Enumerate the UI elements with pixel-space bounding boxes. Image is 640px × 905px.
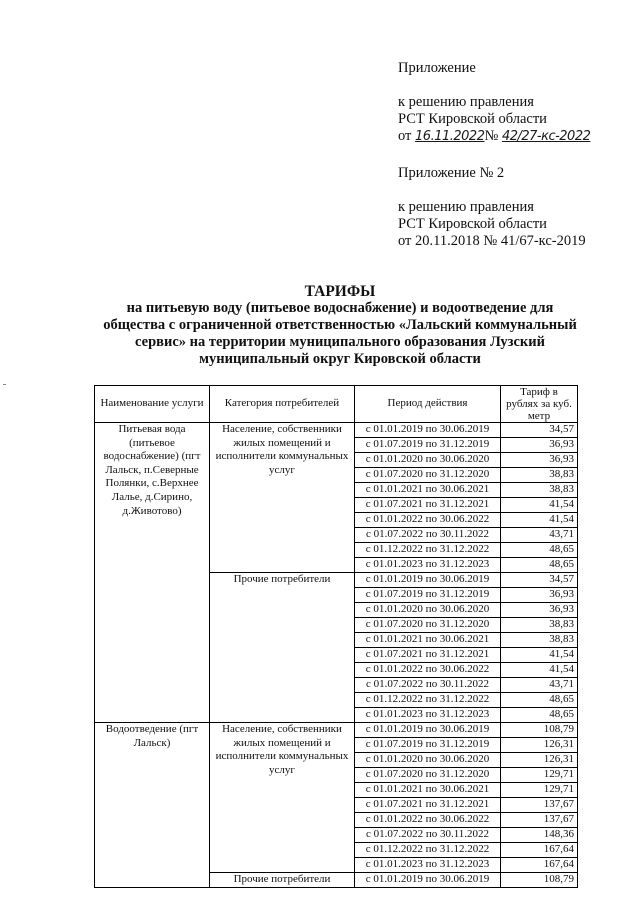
- period-cell: с 01.01.2022 по 30.06.2022: [355, 513, 501, 528]
- period-cell: с 01.01.2020 по 30.06.2020: [355, 453, 501, 468]
- tariff-value: 108,79: [501, 723, 578, 738]
- tariff-value: 36,93: [501, 603, 578, 618]
- title-line-4: муниципальный округ Кировской области: [199, 351, 481, 367]
- tariff-value: 36,93: [501, 588, 578, 603]
- from-prefix: от: [398, 128, 412, 144]
- tariff-value: 48,65: [501, 558, 578, 573]
- handwritten-number: 42/27-кс-2022: [501, 129, 591, 144]
- period-cell: с 01.07.2019 по 31.12.2019: [355, 588, 501, 603]
- tariff-value: 48,65: [501, 543, 578, 558]
- tariff-value: 43,71: [501, 528, 578, 543]
- category-population: Население, собственники жилых помещений и исполнители коммунальных услуг: [210, 723, 355, 873]
- period-cell: с 01.01.2021 по 30.06.2021: [355, 483, 501, 498]
- tariff-value: 38,83: [501, 633, 578, 648]
- tariff-value: 41,54: [501, 498, 578, 513]
- tariff-value: 126,31: [501, 738, 578, 753]
- period-cell: с 01.07.2019 по 31.12.2019: [355, 738, 501, 753]
- table-row: [95, 423, 578, 438]
- period-cell: с 01.01.2022 по 30.06.2022: [355, 813, 501, 828]
- period-cell: с 01.01.2023 по 31.12.2023: [355, 708, 501, 723]
- number-sign: №: [484, 128, 499, 144]
- tariff-value: 41,54: [501, 513, 578, 528]
- header-tariff: Тариф в рублях за куб. метр: [501, 386, 578, 423]
- tariff-value: 167,64: [501, 858, 578, 873]
- period-cell: с 01.01.2019 по 30.06.2019: [355, 423, 501, 438]
- period-cell: с 01.07.2022 по 30.11.2022: [355, 528, 501, 543]
- category-population: Население, собственники жилых помещений и исполнители коммунальных услуг: [210, 423, 355, 573]
- header-service: Наименование услуги: [95, 386, 210, 423]
- tariff-value: 36,93: [501, 438, 578, 453]
- period-cell: с 01.07.2021 по 31.12.2021: [355, 498, 501, 513]
- service-sewer: Водоотведение (пгт Лальск): [95, 723, 210, 888]
- appendix2-label: Приложение № 2: [398, 165, 505, 181]
- tariff-value: 148,36: [501, 828, 578, 843]
- period-cell: с 01.07.2022 по 30.11.2022: [355, 828, 501, 843]
- period-cell: с 01.01.2023 по 31.12.2023: [355, 558, 501, 573]
- period-cell: с 01.01.2020 по 30.06.2020: [355, 753, 501, 768]
- tariff-value: 34,57: [501, 423, 578, 438]
- category-other: Прочие потребители: [210, 873, 355, 888]
- period-cell: с 01.01.2023 по 31.12.2023: [355, 858, 501, 873]
- handwritten-date: 16.11.2022: [415, 129, 485, 144]
- tariff-value: 41,54: [501, 663, 578, 678]
- to-decision2-text: к решению правления: [398, 199, 534, 215]
- period-cell: с 01.07.2021 по 31.12.2021: [355, 648, 501, 663]
- tariff-value: 137,67: [501, 813, 578, 828]
- tariff-value: 41,54: [501, 648, 578, 663]
- header-period: Период действия: [355, 386, 501, 423]
- tariff-value: 36,93: [501, 453, 578, 468]
- table-body: [95, 423, 578, 888]
- tariff-table: [94, 385, 578, 888]
- title-line-3: сервис» на территории муниципального образования Лузский: [135, 334, 545, 350]
- header-category: Категория потребителей: [210, 386, 355, 423]
- appendix-block: [398, 60, 476, 77]
- tariff-value: 167,64: [501, 843, 578, 858]
- tariff-value: 129,71: [501, 768, 578, 783]
- title-line-1: на питьевую воду (питьевое водоснабжение) и водоотведение для: [126, 300, 554, 316]
- org-text: РСТ Кировской области: [398, 111, 547, 127]
- period-cell: с 01.01.2019 по 30.06.2019: [355, 873, 501, 888]
- tariff-value: 137,67: [501, 798, 578, 813]
- period-cell: с 01.01.2019 по 30.06.2019: [355, 573, 501, 588]
- period-cell: с 01.12.2022 по 31.12.2022: [355, 843, 501, 858]
- period-cell: с 01.01.2020 по 30.06.2020: [355, 603, 501, 618]
- document-title: [80, 283, 600, 368]
- table-row: [95, 723, 578, 738]
- from-line2-text: от 20.11.2018 № 41/67-кс-2019: [398, 233, 586, 249]
- period-cell: с 01.01.2019 по 30.06.2019: [355, 723, 501, 738]
- period-cell: с 01.01.2021 по 30.06.2021: [355, 633, 501, 648]
- period-cell: с 01.01.2021 по 30.06.2021: [355, 783, 501, 798]
- table-header-row: [95, 386, 578, 423]
- tariff-value: 129,71: [501, 783, 578, 798]
- tariff-value: 43,71: [501, 678, 578, 693]
- title-main: ТАРИФЫ: [304, 283, 376, 300]
- appendix2-block: [398, 165, 504, 182]
- period-cell: с 01.07.2019 по 31.12.2019: [355, 438, 501, 453]
- period-cell: с 01.07.2021 по 31.12.2021: [355, 798, 501, 813]
- service-water: Питьевая вода (питьевое водоснабжение) (пгт Лальск, п.Северные Полянки, с.Верхнее Лалье, д.Сирино, д.Животово): [95, 423, 210, 723]
- period-cell: с 01.12.2022 по 31.12.2022: [355, 693, 501, 708]
- period-cell: с 01.12.2022 по 31.12.2022: [355, 543, 501, 558]
- period-cell: с 01.01.2022 по 30.06.2022: [355, 663, 501, 678]
- decision-block: [398, 94, 590, 145]
- to-decision-text: к решению правления: [398, 94, 534, 110]
- period-cell: с 01.07.2020 по 31.12.2020: [355, 468, 501, 483]
- appendix-label: Приложение: [398, 60, 476, 76]
- org2-text: РСТ Кировской области: [398, 216, 547, 232]
- tariff-value: 38,83: [501, 618, 578, 633]
- tariff-value: 108,79: [501, 873, 578, 888]
- decision2-block: [398, 199, 586, 250]
- period-cell: с 01.07.2020 по 31.12.2020: [355, 768, 501, 783]
- tariff-value: 38,83: [501, 483, 578, 498]
- tariff-value: 48,65: [501, 708, 578, 723]
- period-cell: с 01.07.2020 по 31.12.2020: [355, 618, 501, 633]
- tariff-value: 34,57: [501, 573, 578, 588]
- tariff-value: 38,83: [501, 468, 578, 483]
- category-other: Прочие потребители: [210, 573, 355, 723]
- margin-mark: [3, 384, 6, 385]
- tariff-value: 126,31: [501, 753, 578, 768]
- title-line-2: общества с ограниченной ответственностью «Лальский коммунальный: [103, 317, 577, 333]
- period-cell: с 01.07.2022 по 30.11.2022: [355, 678, 501, 693]
- tariff-value: 48,65: [501, 693, 578, 708]
- signed-line: [398, 128, 590, 145]
